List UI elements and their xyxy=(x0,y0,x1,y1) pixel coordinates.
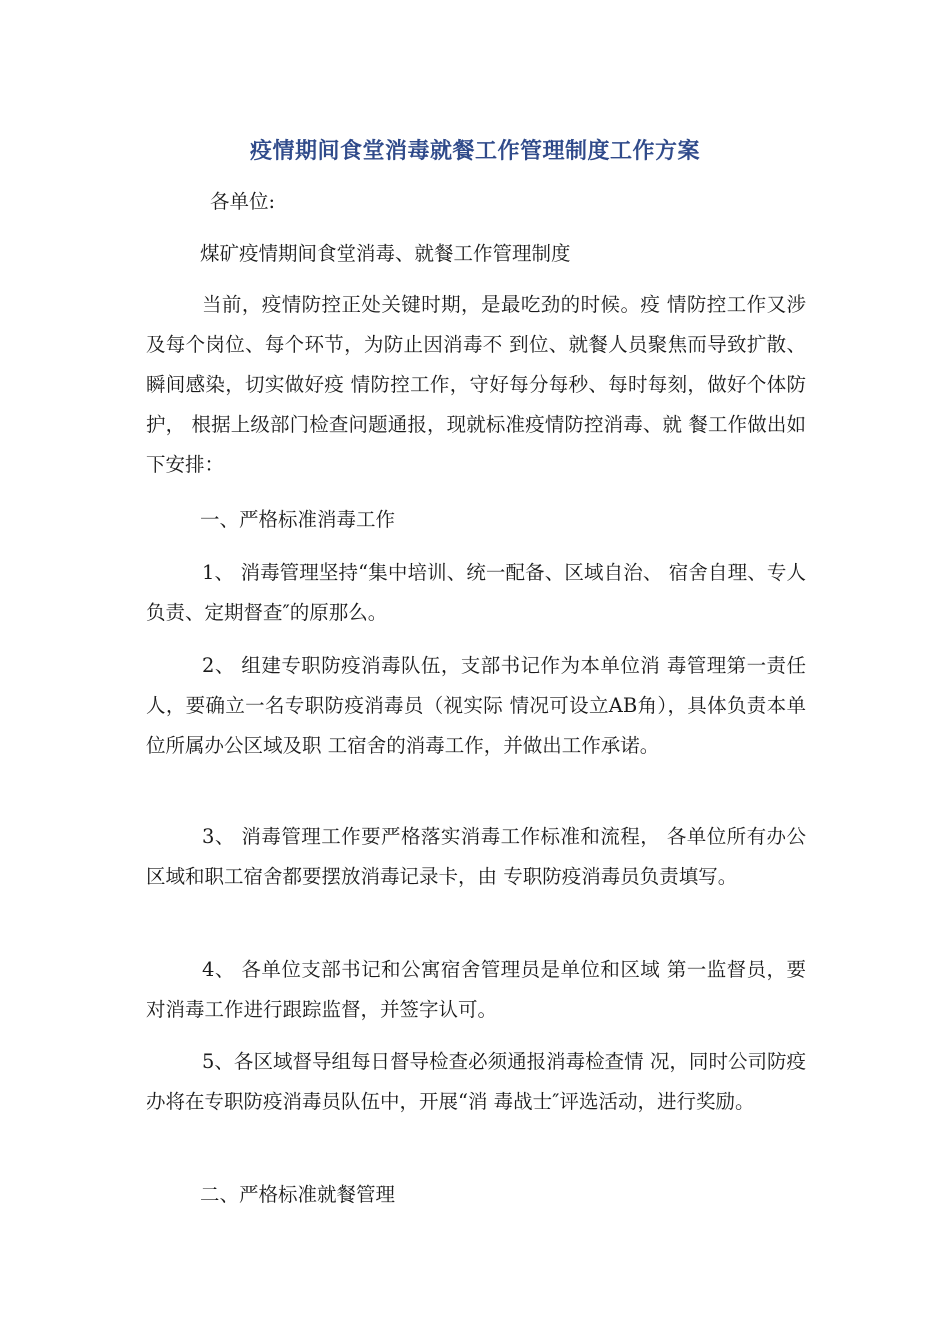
item-1-paragraph: 1、 消毒管理坚持“集中培训、统一配备、区域自治、 宿舍自理、专人负责、定期督查″的原那么。 xyxy=(146,561,806,624)
item-4-paragraph: 4、 各单位支部书记和公寓宿舍管理员是单位和区域 第一监督员，要对消毒工作进行跟踪监督，并签字认可。 xyxy=(146,958,806,1021)
section-1-heading: 一、严格标准消毒工作 xyxy=(200,508,396,531)
intro-paragraph: 当前，疫情防控正处关键时期，是最吃劲的时候。疫 情防控工作又涉及每个岗位、每个环节，为防止因消毒不 到位、就餐人员聚焦而导致扩散、瞬间感染，切实做好疫 情防控工作，守好每分每秒、每时每刻，做好个体防护， 根据上级部门检查问题通报，现就标准疫情防控消毒、就 餐工作做出如下安排： xyxy=(146,293,806,476)
item-3-paragraph: 3、 消毒管理工作要严格落实消毒工作标准和流程， 各单位所有办公区域和职工宿舍都要摆放消毒记录卡，由 专职防疫消毒员负责填写。 xyxy=(146,825,806,888)
salutation: 各单位: xyxy=(210,190,276,213)
item-5-paragraph: 5、各区域督导组每日督导检查必须通报消毒检查情 况，同时公司防疫办将在专职防疫消毒员队伍中，开展“消 毒战士″评选活动，进行奖励。 xyxy=(146,1050,806,1113)
document-title: 疫情期间食堂消毒就餐工作管理制度工作方案 xyxy=(249,139,700,164)
item-2-paragraph: 2、 组建专职防疫消毒队伍，支部书记作为本单位消 毒管理第一责任人，要确立一名专职防疫消毒员（视实际 情况可设立AB角），具体负责本单位所属办公区域及职 工宿舍的消毒工作，并做出工作承诺。 xyxy=(146,654,806,757)
document-subtitle: 煤矿疫情期间食堂消毒、就餐工作管理制度 xyxy=(200,242,571,265)
section-2-heading: 二、严格标准就餐管理 xyxy=(200,1183,396,1206)
